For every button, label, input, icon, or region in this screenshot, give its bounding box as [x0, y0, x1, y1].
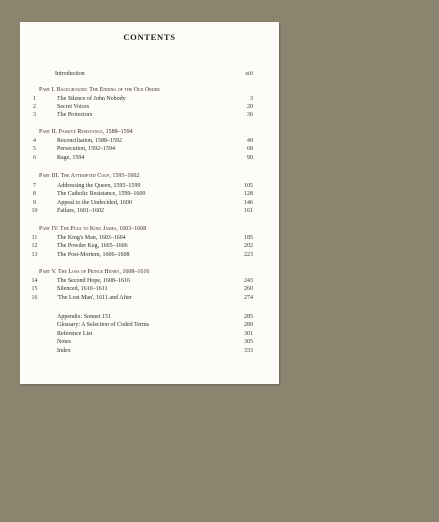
- entry-label: The Catholic Resistance, 1599–1600: [57, 191, 146, 197]
- entry-label: Index: [57, 348, 71, 354]
- toc-entry: [20, 242, 279, 250]
- entry-page: xiii: [245, 71, 253, 77]
- chapter-number: 2: [33, 104, 36, 110]
- part-heading: [20, 128, 279, 136]
- chapter-number: 16: [31, 295, 38, 301]
- toc-entry: [20, 182, 279, 190]
- part-heading-text: Part IV. The Plea to King James, 1603–1608: [39, 226, 147, 232]
- entry-label: Rage, 1594: [57, 155, 85, 161]
- part-heading-text: Part III. The Attempted Coup, 1595–1602: [39, 173, 140, 179]
- toc-entry: [20, 207, 279, 215]
- chapter-number: 8: [33, 191, 36, 197]
- entry-page: 260: [244, 286, 253, 292]
- toc-entry: [20, 190, 279, 198]
- entry-label: Secret Voices: [57, 104, 90, 110]
- entry-page: 36: [247, 112, 253, 118]
- toc-entry: [20, 137, 279, 145]
- part-heading-text: Part II. Passive Resistance, 1588–1594: [39, 129, 133, 135]
- entry-page: 333: [244, 348, 253, 354]
- entry-page: 289: [244, 322, 253, 328]
- part-heading: [20, 268, 279, 276]
- entry-label: The Protectors: [57, 112, 93, 118]
- toc-entry: [20, 103, 279, 111]
- part-heading: [20, 86, 279, 94]
- entry-page: 185: [244, 235, 253, 241]
- entry-page: 305: [244, 339, 253, 345]
- chapter-number: 7: [33, 183, 36, 189]
- entry-page: 223: [244, 252, 253, 258]
- entry-label: Glossary: A Selection of Coded Terms: [57, 322, 149, 328]
- entry-label: The Silence of John Nobody: [57, 96, 126, 102]
- entry-page: 146: [244, 200, 253, 206]
- entry-label: Addressing the Queen, 1595–1599: [57, 183, 141, 189]
- chapter-number: 11: [31, 235, 38, 241]
- toc-entry: [20, 111, 279, 119]
- entry-label: The Second Hope, 1608–1616: [57, 278, 130, 284]
- toc-entry-backmatter: [20, 313, 279, 321]
- chapter-number: 15: [31, 286, 38, 292]
- entry-label: Persecution, 1592–1594: [57, 146, 115, 152]
- chapter-number: 5: [33, 146, 36, 152]
- entry-page: 274: [244, 295, 253, 301]
- entry-page: 105: [244, 183, 253, 189]
- toc-entry: [20, 145, 279, 153]
- book-page: [20, 22, 279, 384]
- part-heading-text: Part V. The Loss of Prince Henry, 1608–1616: [39, 269, 150, 275]
- entry-page: 285: [244, 314, 253, 320]
- toc-entry-backmatter: [20, 338, 279, 346]
- entry-label: Appendix: Sonnet 151: [57, 314, 111, 320]
- entry-page: 90: [247, 155, 253, 161]
- toc-entry-backmatter: [20, 330, 279, 338]
- entry-page: 128: [244, 191, 253, 197]
- contents-title: CONTENTS: [123, 32, 176, 42]
- entry-page: 301: [244, 331, 253, 337]
- chapter-number: 12: [31, 243, 38, 249]
- entry-page: 161: [244, 208, 253, 214]
- toc-entry-backmatter: [20, 321, 279, 329]
- toc-entry: [20, 294, 279, 302]
- entry-page: 49: [247, 138, 253, 144]
- chapter-number: 9: [33, 200, 36, 206]
- chapter-number: 6: [33, 155, 36, 161]
- chapter-number: 1: [33, 96, 36, 102]
- entry-page: 3: [250, 96, 253, 102]
- toc-entry: [20, 277, 279, 285]
- entry-label: Introduction: [55, 71, 85, 77]
- entry-label: 'The Lost Man', 1611 and After: [57, 295, 132, 301]
- entry-page: 202: [244, 243, 253, 249]
- chapter-number: 4: [33, 138, 36, 144]
- part-heading-text: Part I. Background: The Ending of the Old Order: [39, 87, 160, 93]
- toc-entry: [20, 95, 279, 103]
- entry-label: Reconciliation, 1588–1592: [57, 138, 122, 144]
- toc-entry: [20, 251, 279, 259]
- pencil-mark: ~: [200, 315, 202, 319]
- entry-label: Notes: [57, 339, 71, 345]
- chapter-number: 13: [31, 252, 38, 258]
- toc-entry: [20, 199, 279, 207]
- entry-label: Reference List: [57, 331, 93, 337]
- toc-entry-backmatter: [20, 347, 279, 355]
- entry-page: 243: [244, 278, 253, 284]
- toc-entry: [20, 154, 279, 162]
- entry-label: Silenced, 1610–1611: [57, 286, 108, 292]
- chapter-number: 3: [33, 112, 36, 118]
- entry-label: The King's Man, 1603–1604: [57, 235, 126, 241]
- chapter-number: 10: [31, 208, 38, 214]
- entry-label: Appeal to the Undecided, 1600: [57, 200, 132, 206]
- part-heading: [20, 172, 279, 180]
- entry-label: The Post-Mortem, 1606–1608: [57, 252, 130, 258]
- entry-label: The Powder Keg, 1605–1606: [57, 243, 128, 249]
- entry-label: Failure, 1601–1602: [57, 208, 104, 214]
- toc-entry: [20, 234, 279, 242]
- toc-entry: [20, 285, 279, 293]
- entry-page: 68: [247, 146, 253, 152]
- part-heading: [20, 225, 279, 233]
- entry-page: 20: [247, 104, 253, 110]
- toc-entry-introduction: [20, 70, 279, 78]
- chapter-number: 14: [31, 278, 38, 284]
